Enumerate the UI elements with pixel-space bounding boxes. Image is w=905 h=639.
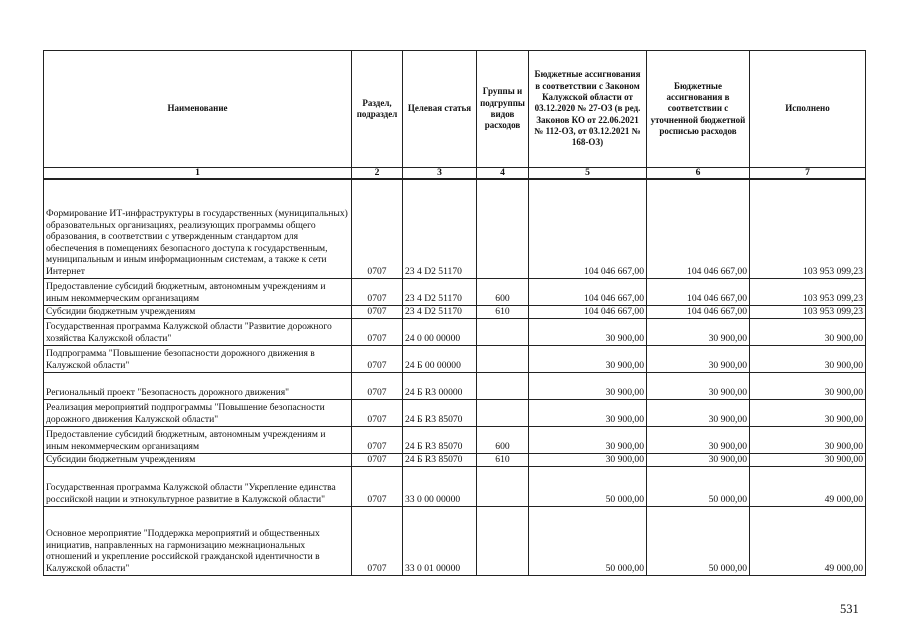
row-group: 610: [477, 305, 529, 318]
row-name: Формирование ИТ-инфраструктуры в государственных (муниципальных) образовательных организациях, реализующих программы общего образования, в соответствии с утвержденным стандартом для обеспечения в помещениях безопасного доступа к государственным, муниципальным и иным информационным системам, а также к сети Интернет: [44, 179, 352, 278]
row-law-amount: 30 900,00: [529, 426, 647, 453]
column-number: 4: [477, 168, 529, 180]
row-name: Государственная программа Калужской области "Развитие дорожного хозяйства Калужской области": [44, 318, 352, 345]
row-name: Субсидии бюджетным учреждениям: [44, 305, 352, 318]
row-refined-amount: 30 900,00: [647, 426, 750, 453]
header-target: Целевая статья: [403, 51, 477, 168]
row-group: 610: [477, 453, 529, 466]
row-refined-amount: 30 900,00: [647, 372, 750, 399]
row-refined-amount: 50 000,00: [647, 506, 750, 575]
row-target: 24 Б R3 00000: [403, 372, 477, 399]
row-target: 23 4 D2 51170: [403, 305, 477, 318]
row-executed-amount: 49 000,00: [750, 466, 866, 506]
row-section: 0707: [352, 506, 403, 575]
table-row: [44, 399, 866, 426]
row-name: Региональный проект "Безопасность дорожного движения": [44, 372, 352, 399]
row-group: [477, 506, 529, 575]
column-number: 2: [352, 168, 403, 180]
row-section: 0707: [352, 305, 403, 318]
column-number: 7: [750, 168, 866, 180]
row-name: Основное мероприятие "Поддержка мероприятий и общественных инициатив, направленных на гармонизацию межнациональных отношений и укрепление российской гражданской идентичности в Калужской области": [44, 506, 352, 575]
row-executed-amount: 30 900,00: [750, 345, 866, 372]
row-target: 23 4 D2 51170: [403, 278, 477, 305]
row-group: [477, 399, 529, 426]
row-target: 33 0 01 00000: [403, 506, 477, 575]
column-number: 1: [44, 168, 352, 180]
table-row: [44, 506, 866, 575]
row-refined-amount: 30 900,00: [647, 453, 750, 466]
row-target: 24 Б R3 85070: [403, 426, 477, 453]
row-section: 0707: [352, 453, 403, 466]
header-groups: Группы и подгруппы видов расходов: [477, 51, 529, 168]
row-group: [477, 372, 529, 399]
header-refined-appropriations: Бюджетные ассигнования в соответствии с уточненной бюджетной росписью расходов: [647, 51, 750, 168]
row-law-amount: 30 900,00: [529, 372, 647, 399]
row-group: [477, 345, 529, 372]
page-number: 531: [840, 602, 859, 616]
header-executed: Исполнено: [750, 51, 866, 168]
row-law-amount: 104 046 667,00: [529, 179, 647, 278]
row-executed-amount: 30 900,00: [750, 426, 866, 453]
row-target: 23 4 D2 51170: [403, 179, 477, 278]
row-refined-amount: 104 046 667,00: [647, 278, 750, 305]
table-row: [44, 179, 866, 278]
row-target: 24 Б R3 85070: [403, 453, 477, 466]
row-law-amount: 30 900,00: [529, 345, 647, 372]
row-section: 0707: [352, 318, 403, 345]
row-name: Субсидии бюджетным учреждениям: [44, 453, 352, 466]
table-header-row: [44, 51, 866, 168]
row-group: [477, 179, 529, 278]
row-name: Предоставление субсидий бюджетным, автономным учреждениям и иным некоммерческим организациям: [44, 426, 352, 453]
row-name: Реализация мероприятий подпрограммы "Повышение безопасности дорожного движения Калужской области": [44, 399, 352, 426]
row-refined-amount: 30 900,00: [647, 345, 750, 372]
row-section: 0707: [352, 372, 403, 399]
row-group: 600: [477, 426, 529, 453]
row-refined-amount: 30 900,00: [647, 399, 750, 426]
column-number: 3: [403, 168, 477, 180]
row-section: 0707: [352, 466, 403, 506]
table-row: [44, 305, 866, 318]
row-section: 0707: [352, 345, 403, 372]
column-number: 6: [647, 168, 750, 180]
row-law-amount: 50 000,00: [529, 466, 647, 506]
row-executed-amount: 49 000,00: [750, 506, 866, 575]
row-refined-amount: 50 000,00: [647, 466, 750, 506]
row-section: 0707: [352, 278, 403, 305]
row-law-amount: 30 900,00: [529, 399, 647, 426]
row-executed-amount: 103 953 099,23: [750, 278, 866, 305]
table-row: [44, 345, 866, 372]
row-law-amount: 30 900,00: [529, 318, 647, 345]
table-row: [44, 453, 866, 466]
table-row: [44, 426, 866, 453]
row-executed-amount: 103 953 099,23: [750, 305, 866, 318]
row-group: 600: [477, 278, 529, 305]
row-name: Предоставление субсидий бюджетным, автономным учреждениям и иным некоммерческим организациям: [44, 278, 352, 305]
row-law-amount: 104 046 667,00: [529, 305, 647, 318]
row-refined-amount: 104 046 667,00: [647, 305, 750, 318]
row-target: 24 Б 00 00000: [403, 345, 477, 372]
row-target: 33 0 00 00000: [403, 466, 477, 506]
row-executed-amount: 30 900,00: [750, 372, 866, 399]
budget-table: [43, 50, 866, 576]
row-group: [477, 318, 529, 345]
column-numbers-row: [44, 168, 866, 180]
row-refined-amount: 104 046 667,00: [647, 179, 750, 278]
row-executed-amount: 103 953 099,23: [750, 179, 866, 278]
header-name: Наименование: [44, 51, 352, 168]
row-executed-amount: 30 900,00: [750, 453, 866, 466]
row-executed-amount: 30 900,00: [750, 318, 866, 345]
column-number: 5: [529, 168, 647, 180]
row-group: [477, 466, 529, 506]
row-target: 24 Б R3 85070: [403, 399, 477, 426]
table-row: [44, 466, 866, 506]
row-executed-amount: 30 900,00: [750, 399, 866, 426]
row-section: 0707: [352, 399, 403, 426]
header-law-appropriations: Бюджетные ассигнования в соответствии с Законом Калужской области от 03.12.2020 № 27-ОЗ (в ред. Законов КО от 22.06.2021 № 112-ОЗ, от 03.12.2021 № 168-ОЗ): [529, 51, 647, 168]
row-target: 24 0 00 00000: [403, 318, 477, 345]
row-name: Государственная программа Калужской области "Укрепление единства российской нации и этнокультурное развитие в Калужской области": [44, 466, 352, 506]
row-name: Подпрограмма "Повышение безопасности дорожного движения в Калужской области": [44, 345, 352, 372]
row-refined-amount: 30 900,00: [647, 318, 750, 345]
row-section: 0707: [352, 179, 403, 278]
table-row: [44, 278, 866, 305]
row-section: 0707: [352, 426, 403, 453]
row-law-amount: 30 900,00: [529, 453, 647, 466]
header-section: Раздел, подраздел: [352, 51, 403, 168]
table-row: [44, 318, 866, 345]
row-law-amount: 104 046 667,00: [529, 278, 647, 305]
row-law-amount: 50 000,00: [529, 506, 647, 575]
table-row: [44, 372, 866, 399]
